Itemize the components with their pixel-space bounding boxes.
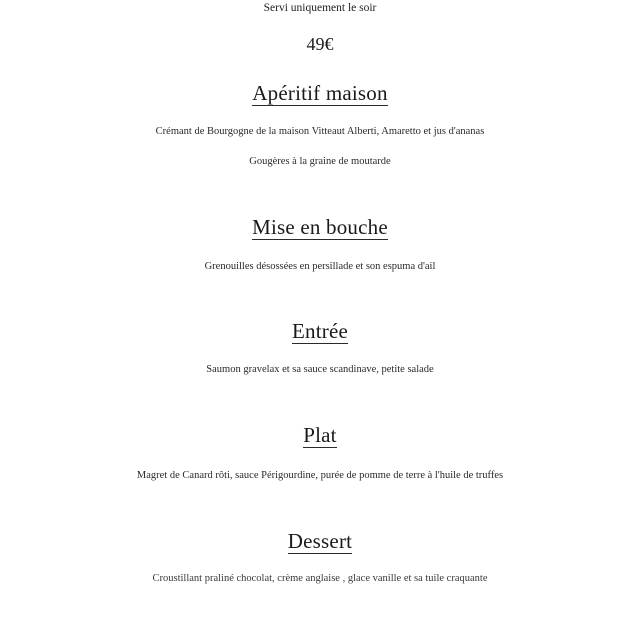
menu-item: Saumon gravelax et sa sauce scandinave, petite salade [206, 364, 434, 375]
section-title: Mise en bouche [252, 215, 388, 239]
menu-item: Croustillant praliné chocolat, crème anglaise , glace vanille et sa tuile craquante [152, 573, 488, 584]
section-heading-dessert [0, 529, 640, 554]
menu-item: Grenouilles désossées en persillade et son espuma d'ail [204, 261, 436, 272]
menu-item: Crémant de Bourgogne de la maison Vitteaut Alberti, Amaretto et jus d'ananas [155, 126, 485, 137]
section-heading-plat [0, 423, 640, 448]
service-note: Servi uniquement le soir [263, 2, 377, 14]
section-title: Apéritif maison [252, 81, 388, 105]
section-title: Entrée [292, 319, 348, 343]
section-heading-mise-en-bouche [0, 215, 640, 240]
menu-item: Magret de Canard rôti, sauce Périgourdine, purée de pomme de terre à l'huile de truffes [136, 470, 504, 481]
menu-item: Gougères à la graine de moutarde [249, 156, 391, 167]
section-title: Dessert [287, 529, 353, 553]
section-heading-entree [0, 319, 640, 344]
menu-price: 49€ [306, 34, 334, 54]
section-title: Plat [303, 423, 337, 447]
section-heading-aperitif [0, 81, 640, 106]
